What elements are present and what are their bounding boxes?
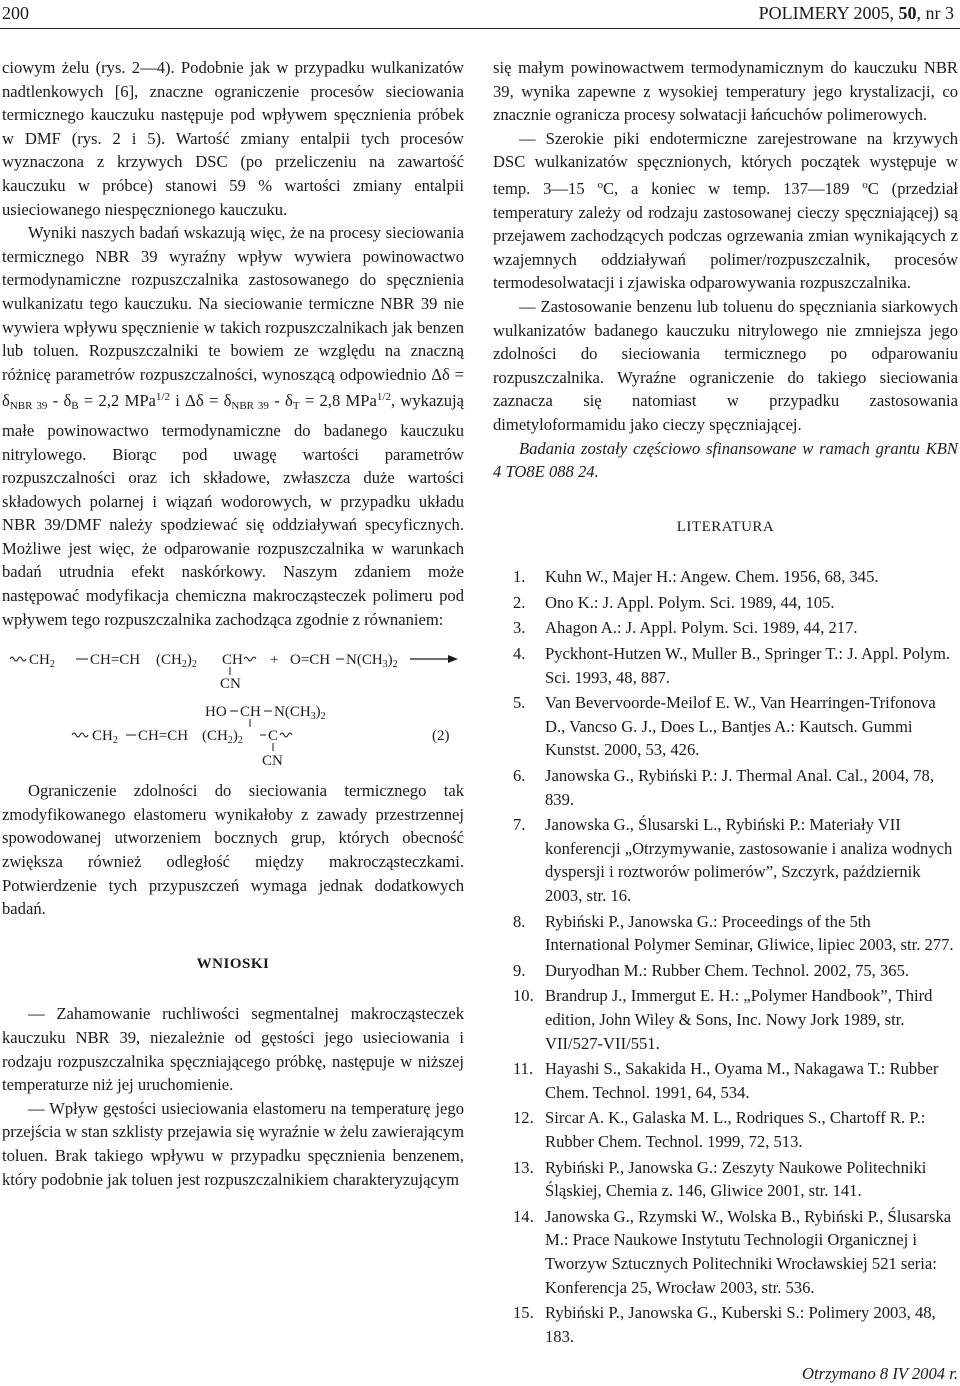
running-header <box>0 0 960 30</box>
journal-citation <box>759 3 954 24</box>
paragraph: się małym powinowactwem termodynamicznym do kauczuku NBR 39, wynika zapewne z wysokiej temperatury jego krystalizacji, co znacznie ogranicza procesy solwatacji łańcuchów polimerowych. <box>493 58 958 125</box>
reaction-scheme-drawing <box>2 645 464 769</box>
scheme-ch2-3: $CH_2$ <box>92 728 118 747</box>
conclusion-item: — Szerokie piki endotermiczne zarejestrowane na krzywych DSC wulkanizatów spęcznionych, których początek występuje w temp. 3—15 $^o$C, a koniec w temp. 137—189 $^o$C (przedział temperatury zależy od rodzaju zastosowanej cieczy spęczniającej) są przejawem zachodzących podczas ogrzewania zmian wynikających z wzajemnych oddziaływań polimer/rozpuszczalnik, procesów termodesolwatacji i zjawiska odparowywania rozpuszczalnika. <box>493 128 959 293</box>
scheme-cn-3: CN <box>262 753 283 770</box>
scheme-carbon: C <box>268 728 279 745</box>
funding-note: Badania zostały częściowo sfinansowane w ramach grantu KBN 4 TO8E 088 24. <box>493 438 958 482</box>
reference-item: 14. Janowska G., Rzymski W., Wolska B., Rybiński P., Ślusarska M.: Prace Naukowe Instytutu Technologii Organicznej i Tworzyw Sztucznych Politechniki Wrocławskiej 521 seria: Konferencja 25, Wrocław 2003, str. 536. <box>513 1206 952 1297</box>
reference-item: 10. Brandrup J., Immergut E. H.: „Polymer Handbook”, Third edition, John Wiley & Sons, Inc. Nowy Jork 1989, str. VII/527-VII/551. <box>513 986 933 1053</box>
reference-item: 2. Ono K.: J. Appl. Polym. Sci. 1989, 44, 105. <box>513 592 835 612</box>
reference-item: 8. Rybiński P., Janowska G.: Proceedings of the 5th International Polymer Seminar, Gliwice, lipiec 2003, str. 277. <box>513 911 954 955</box>
references-heading: LITERATURA <box>676 518 775 535</box>
reference-item: 4. Pyckhont-Hutzen W., Muller B., Springer T.: J. Appl. Polym. Sci. 1993, 48, 887. <box>513 644 951 687</box>
reference-item: 6. Janowska G., Rybiński P.: J. Thermal Anal. Cal., 2004, 78, 839. <box>513 766 934 809</box>
reference-item: 7. Janowska G., Ślusarski L., Rybiński P.: Materiały VII konferencji „Otrzymywanie, zastosowanie i analiza wodnych dyspersji i roztworów polimerów”, Szczyrk, październik 2003, str. 16. <box>513 815 953 905</box>
scheme-ch-ch-3: CH=CH <box>138 728 189 745</box>
scheme-ch2: $CH_2$ <box>29 652 55 671</box>
conclusions-heading: WNIOSKI <box>196 955 270 972</box>
right-column <box>493 56 958 1386</box>
header-rule <box>0 28 960 29</box>
scheme-ch: CH <box>222 652 243 669</box>
reference-item: 3. Ahagon A.: J. Appl. Polym. Sci. 1989, 44, 217. <box>513 618 858 638</box>
reference-item: 15. Rybiński P., Janowska G., Kuberski S.: Polimery 2003, 48, 183. <box>513 1303 936 1346</box>
reaction-scheme <box>2 645 464 769</box>
paragraph: Ograniczenie zdolności do sieciowania termicznego tak zmodyfikowanego elastomeru wynikałoby z zawady przestrzennej spowodowanej utworzeniem bocznych grup, których obecność zwiększa również odległość między makrocząsteczkami. Potwierdzenie tych przypuszczeń wymaga jednak dodatkowych badań. <box>2 781 464 919</box>
reference-item: 12. Sircar A. K., Galaska M. L., Rodriques S., Chartoff R. P.: Rubber Chem. Technol. 1999, 72, 513. <box>513 1108 926 1151</box>
scheme-aldehyde: O=CH <box>290 652 331 669</box>
scheme-hydroxyl: HO <box>205 704 227 721</box>
scheme-ch2-chain-3: $(CH_2)_2$ <box>202 728 243 747</box>
received-date: Otrzymano 8 IV 2004 r. <box>802 1364 958 1384</box>
conclusion-item: — Wpływ gęstości usieciowania elastomeru na temperaturę jego przejścia w stan szklisty przejawia się wyraźnie w żelu zawierającym toluen. Brak takiego wpływu w przypadku spęcznienia benzenem, który podobnie jak toluen jest rozpuszczalnikiem charakteryzującym <box>2 1098 464 1189</box>
journal-name: POLIMERY 2005, <box>758 3 894 23</box>
scheme-plus: + <box>270 652 279 669</box>
reference-item: 1. Kuhn W., Majer H.: Angew. Chem. 1956, 68, 345. <box>513 567 879 587</box>
journal-volume: 50 <box>898 3 917 23</box>
left-column <box>2 56 464 1191</box>
reference-item: 9. Duryodhan M.: Rubber Chem. Technol. 2002, 75, 365. <box>513 960 910 980</box>
scheme-cn: CN <box>220 676 241 693</box>
reference-item: 5. Van Bevervoorde-Meilof E. W., Van Hearringen-Trifonova D., Vancso G. J., Does L., Bantjes A.: Kautsch. Gummi Kunstst. 2000, 53, 426. <box>513 693 936 760</box>
reaction-arrow-icon <box>448 655 458 663</box>
paragraph: ciowym żelu (rys. 2—4). Podobnie jak w przypadku wulkanizatów nadtlenkowych [6], znaczne ograniczenie procesów sieciowania termicznego kauczuku następuje pod wpływem spęcznienia próbek w DMF (rys. 2 i 5). Wartość zmiany entalpii tych procesów wyznaczona z krzywych DSC (po przeliczeniu na zawartość kauczuku w próbce) stanowi 59 % wartości zmiany entalpii usieciowanego niespęcznionego kauczuku. <box>2 58 464 219</box>
scheme-ch-2: CH <box>240 704 261 721</box>
equation-number: (2) <box>432 728 450 745</box>
scheme-dimethylamine: $N(CH_3)_2$ <box>346 652 398 671</box>
page-number: 200 <box>2 3 29 23</box>
scheme-dimethylamine-2: $N(CH_3)_2$ <box>274 704 326 723</box>
reference-item: 13. Rybiński P., Janowska G.: Zeszyty Naukowe Politechniki Śląskiej, Chemia z. 146, Gliwice 2001, str. 141. <box>513 1157 927 1201</box>
scheme-ch2-chain: $(CH_2)_2$ <box>156 652 197 671</box>
reference-list <box>493 565 958 1348</box>
conclusion-item: — Zastosowanie benzenu lub toluenu do spęczniania siarkowych wulkanizatów badanego kauczuku nitrylowego nie zmniejsza jego zdolności do sieciowania termicznego po odparowaniu rozpuszczalnika. Wyraźne ograniczenie do takiego sieciowania zaznacza się natomiast w przypadku zastosowania dimetyloformamidu jako cieczy spęczniającej. <box>493 296 958 434</box>
reference-item: 11. Hayashi S., Sakakida H., Oyama M., Nakagawa T.: Rubber Chem. Technol. 1991, 64, 534. <box>513 1059 939 1102</box>
journal-issue: , nr 3 <box>916 3 954 23</box>
scheme-ch-ch: CH=CH <box>90 652 141 669</box>
paragraph: Wyniki naszych badań wskazują więc, że na procesy sieciowania termicznego NBR 39 wyraźny wpływ wywiera powinowactwo termodynamiczne rozpuszczalnika zastosowanego do spęcznienia wulkanizatu tego kauczuku. Na sieciowanie termiczne NBR 39 nie wywiera wpływu spęcznienie w takich rozpuszczalnikach jak benzen lub toluen. Rozpuszczalniki te bowiem ze względu na znaczną różnicę parametrów rozpuszczalności, wynoszącą odpowiednio $\Delta\delta = \delta_{NBR 39} - \delta_B = 2,2$ MPa$^{1/2}$ i $\Delta\delta = \delta_{NBR 39} - \delta_T = 2,8$ MPa$^{1/2}$, wykazują małe powinowactwo termodynamiczne do badanego kauczuku nitrylowego. Biorąc pod uwagę wartości parametrów rozpuszczalności oraz ich składowe, zwłaszcza duże wartości składowych polarnej i wiązań wodorowych, w przypadku układu NBR 39/DMF należy spodziewać się oddziaływań specyficznych. Możliwe jest więc, że odparowanie rozpuszczalnika w warunkach badań utrudnia efekt naskórkowy. Naszym zdaniem może następować modyfikacja chemiczna makrocząsteczek polimeru pod wpływem tego rozpuszczalnika zachodząca zgodnie z równaniem: <box>2 223 464 629</box>
conclusion-item: — Zahamowanie ruchliwości segmentalnej makrocząsteczek kauczuku NBR 39, niezależnie od gęstości jego usieciowania i rodzaju rozpuszczalnika spęczniającego próbkę, następuje w niższej temperaturze niż jej uruchomienie. <box>2 1004 464 1095</box>
